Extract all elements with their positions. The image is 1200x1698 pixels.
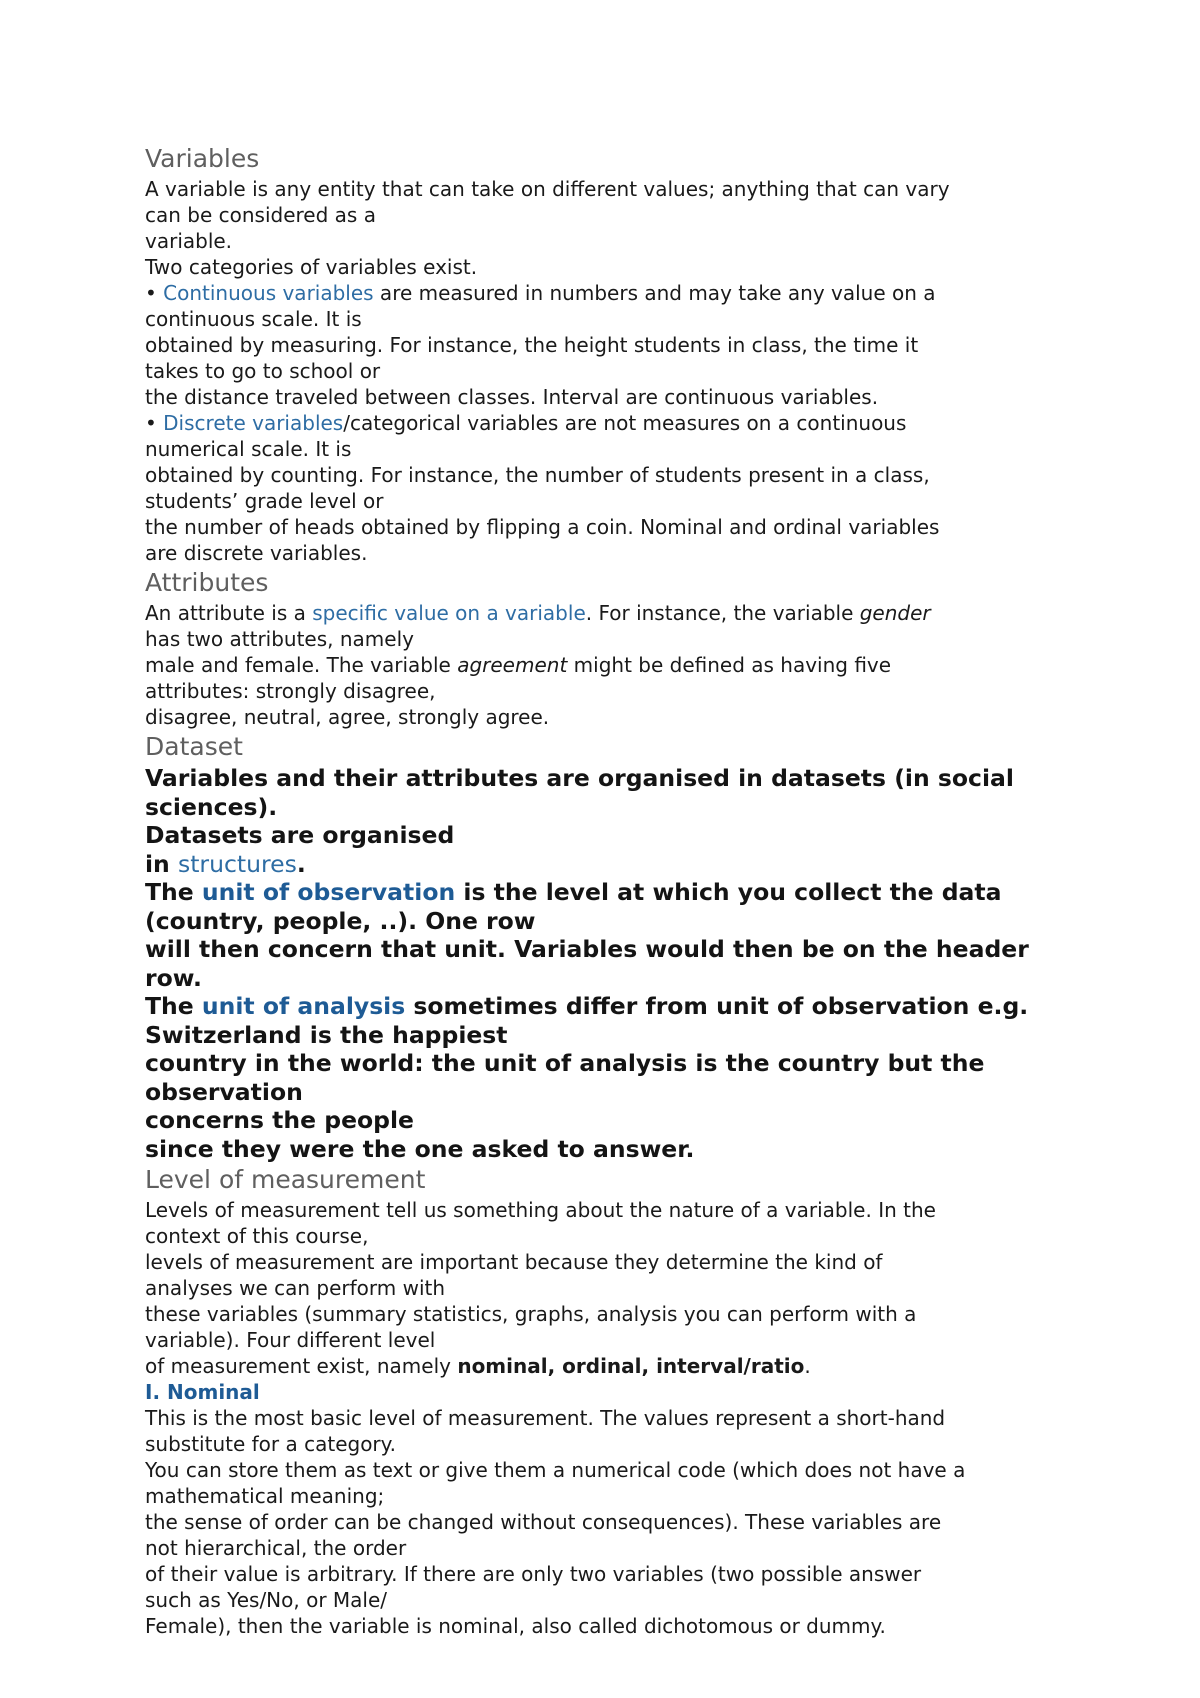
paragraph-line: disagree, neutral, agree, strongly agree. <box>145 705 550 729</box>
bullet-text: are measured in numbers and may take any value on a <box>373 281 936 305</box>
paragraph-line <box>145 600 1075 626</box>
dataset-line <box>145 878 1075 907</box>
dataset-line: (country, people, ..). One row <box>145 906 536 935</box>
paragraph-line: variable). Four different level <box>145 1328 436 1352</box>
text-span: in <box>145 849 178 878</box>
dataset-line: Variables and their attributes are organised in datasets (in social sciences). <box>145 764 1014 821</box>
paragraph-line: can be considered as a <box>145 203 376 227</box>
text-span: of measurement exist, namely <box>145 1354 458 1378</box>
bullet-continuous <box>145 280 1075 306</box>
paragraph-line: the distance traveled between classes. Interval are continuous variables. <box>145 385 879 409</box>
paragraph-line: has two attributes, namely <box>145 627 414 651</box>
paragraph-line: obtained by counting. For instance, the number of students present in a class, <box>145 463 930 487</box>
paragraph-line: levels of measurement are important because they determine the kind of <box>145 1250 883 1274</box>
paragraph-line: takes to go to school or <box>145 359 381 383</box>
paragraph-line: numerical scale. It is <box>145 437 352 461</box>
heading-level-of-measurement: Level of measurement <box>145 1165 426 1194</box>
text-span: male and female. The variable <box>145 653 458 677</box>
unit-of-observation-link[interactable]: unit of observation <box>201 878 456 906</box>
bullet-marker: • <box>145 281 164 305</box>
paragraph-line: students’ grade level or <box>145 489 384 513</box>
text-span: sometimes differ from unit of observation e.g. <box>405 992 1029 1020</box>
paragraph-line: the sense of order can be changed without consequences). These variables are <box>145 1510 942 1534</box>
text-span: The <box>145 878 202 906</box>
text-span: is the level at which you collect the data <box>455 878 1002 906</box>
dataset-line: will then concern that unit. Variables would then be on the header row. <box>145 935 1029 992</box>
unit-of-analysis-link[interactable]: unit of analysis <box>201 992 406 1020</box>
dataset-line <box>145 992 1075 1021</box>
paragraph-line: attributes: strongly disagree, <box>145 679 436 703</box>
bold-levels: nominal, ordinal, interval/ratio <box>457 1354 805 1378</box>
paragraph-line: of their value is arbitrary. If there are only two variables (two possible answer <box>145 1562 922 1586</box>
paragraph-line: these variables (summary statistics, graphs, analysis you can perform with a <box>145 1302 917 1326</box>
heading-dataset: Dataset <box>145 732 243 761</box>
paragraph-line: substitute for a category. <box>145 1432 396 1456</box>
paragraph-line: analyses we can perform with <box>145 1276 446 1300</box>
document-page <box>145 142 1075 1639</box>
paragraph-line: are discrete variables. <box>145 541 368 565</box>
dataset-line: country in the world: the unit of analysis is the country but the observation <box>145 1049 985 1106</box>
emphasis-gender: gender <box>859 601 931 625</box>
paragraph-line: such as Yes/No, or Male/ <box>145 1588 388 1612</box>
paragraph-line: variable. <box>145 229 233 253</box>
dataset-line: Datasets are organised <box>145 821 455 849</box>
paragraph-line: A variable is any entity that can take on different values; anything that can vary <box>145 177 950 201</box>
paragraph-line: Female), then the variable is nominal, also called dichotomous or dummy. <box>145 1614 886 1638</box>
paragraph-line: You can store them as text or give them a numerical code (which does not have a <box>145 1458 966 1482</box>
paragraph-line: mathematical meaning; <box>145 1484 385 1508</box>
text-span: The <box>145 992 202 1020</box>
heading-attributes: Attributes <box>145 568 269 597</box>
continuous-variables-link[interactable]: Continuous variables <box>163 281 374 305</box>
paragraph-line: obtained by measuring. For instance, the height students in class, the time it <box>145 333 919 357</box>
text-span: . <box>804 1354 811 1378</box>
specific-value-link[interactable]: specific value on a variable <box>312 601 586 625</box>
text-span: . <box>296 849 306 878</box>
paragraph-line: continuous scale. It is <box>145 307 362 331</box>
dataset-line: Switzerland is the happiest <box>145 1020 508 1049</box>
text-span: An attribute is a <box>145 601 313 625</box>
paragraph-line: the number of heads obtained by flipping a coin. Nominal and ordinal variables <box>145 515 940 539</box>
text-span: . For instance, the variable <box>585 601 860 625</box>
bullet-discrete <box>145 410 1075 436</box>
paragraph-line: This is the most basic level of measurement. The values represent a short-hand <box>145 1406 946 1430</box>
heading-variables: Variables <box>145 144 260 173</box>
paragraph-line: not hierarchical, the order <box>145 1536 407 1560</box>
dataset-line: since they were the one asked to answer. <box>145 1134 695 1163</box>
heading-nominal: I. Nominal <box>145 1380 260 1404</box>
dataset-line: concerns the people <box>145 1106 414 1134</box>
paragraph-line: context of this course, <box>145 1224 369 1248</box>
paragraph-line <box>145 652 1075 678</box>
emphasis-agreement: agreement <box>457 653 568 677</box>
paragraph-line <box>145 1353 1075 1379</box>
structures-link[interactable]: structures <box>177 849 297 878</box>
dataset-line <box>145 850 1075 879</box>
paragraph-line: Levels of measurement tell us something about the nature of a variable. In the <box>145 1198 936 1222</box>
bullet-marker: • <box>145 411 164 435</box>
bullet-text: /categorical variables are not measures on a continuous <box>343 411 907 435</box>
text-span: might be defined as having five <box>567 653 892 677</box>
discrete-variables-link[interactable]: Discrete variables <box>163 411 344 435</box>
paragraph-line: Two categories of variables exist. <box>145 255 478 279</box>
